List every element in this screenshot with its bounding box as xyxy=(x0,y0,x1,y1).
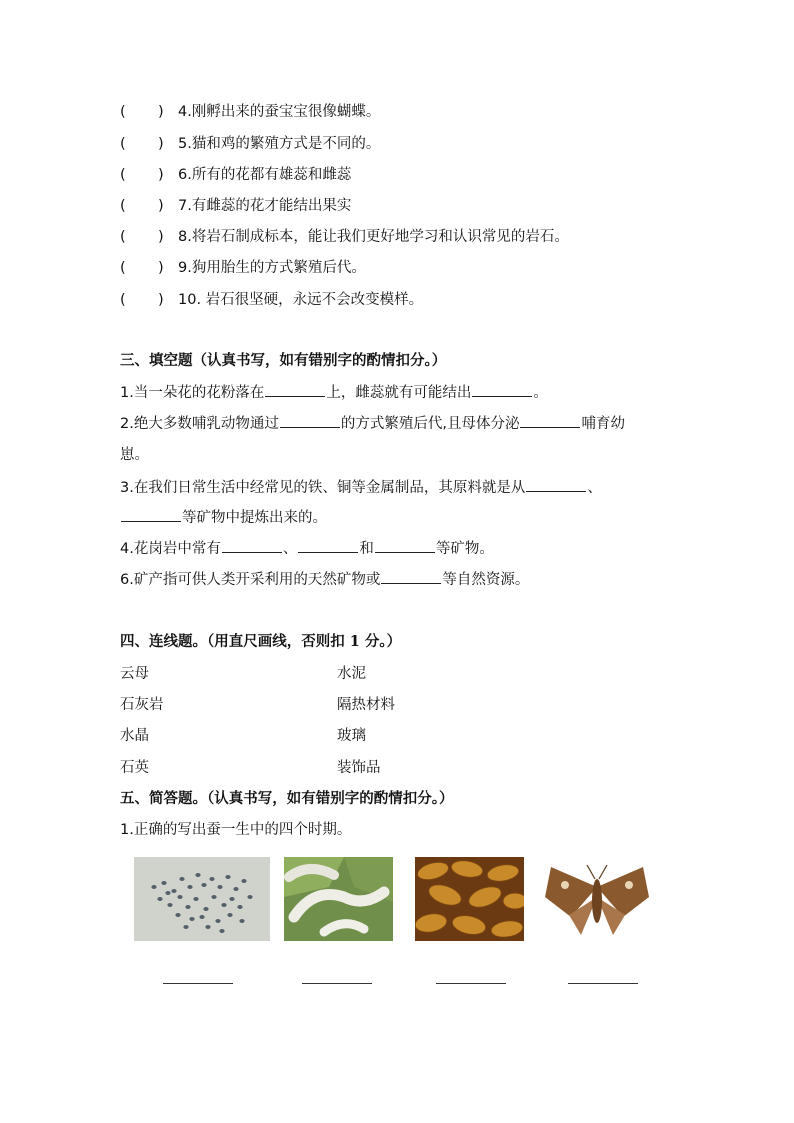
answer-blank[interactable] xyxy=(472,382,532,397)
fill-question-2-cont: 崽。 xyxy=(120,447,149,463)
match-right-item[interactable]: 隔热材料 xyxy=(337,697,395,713)
match-right-item[interactable]: 水泥 xyxy=(337,666,366,682)
answer-parentheses[interactable]: ( ) xyxy=(120,167,164,183)
answer-blank[interactable] xyxy=(375,538,435,553)
answer-blank[interactable] xyxy=(121,507,181,522)
true-false-statement: 4.刚孵出来的蚕宝宝很像蝴蝶。 xyxy=(178,104,381,120)
fill-question-3-cont: 等矿物中提炼出来的。 xyxy=(120,507,680,529)
answer-blank[interactable] xyxy=(280,413,340,428)
true-false-item xyxy=(120,164,351,186)
answer-parentheses[interactable]: ( ) xyxy=(120,260,164,276)
answer-parentheses[interactable]: ( ) xyxy=(120,104,164,120)
match-right-item[interactable]: 装饰品 xyxy=(337,760,381,776)
true-false-item xyxy=(120,257,366,279)
fill-question-1: 1.当一朵花的花粉落在 上，雌蕊就有可能结出 。 xyxy=(120,382,680,404)
silkworm-eggs-image xyxy=(134,857,270,941)
true-false-item xyxy=(120,133,380,155)
true-false-item xyxy=(120,289,423,311)
answer-blank[interactable] xyxy=(265,382,325,397)
answer-blank[interactable] xyxy=(298,538,358,553)
answer-line[interactable] xyxy=(436,983,506,984)
match-left-item[interactable]: 石英 xyxy=(120,760,149,776)
true-false-statement: 6.所有的花都有雄蕊和雌蕊 xyxy=(178,167,352,183)
true-false-item xyxy=(120,226,569,248)
fill-question-3: 3.在我们日常生活中经常见的铁、铜等金属制品，其原料就是从 、 xyxy=(120,477,680,499)
short-answer-question-1: 1.正确的写出蚕一生中的四个时期。 xyxy=(120,822,352,838)
answer-line[interactable] xyxy=(568,983,638,984)
true-false-statement: 9.狗用胎生的方式繁殖后代。 xyxy=(178,260,366,276)
answer-parentheses[interactable]: ( ) xyxy=(120,292,164,308)
silkworm-larva-image xyxy=(284,857,393,941)
match-left-item[interactable]: 石灰岩 xyxy=(120,697,164,713)
section-fill-blank-title: 三、填空题（认真书写，如有错别字的酌情扣分。） xyxy=(120,352,447,369)
answer-blank[interactable] xyxy=(381,569,441,584)
silkworm-pupa-image xyxy=(415,857,524,941)
answer-blank[interactable] xyxy=(526,477,586,492)
answer-blank[interactable] xyxy=(222,538,282,553)
match-left-item[interactable]: 云母 xyxy=(120,666,149,682)
answer-blank[interactable] xyxy=(520,413,580,428)
section-matching-title: 四、连线题。（用直尺画线，否则扣 1 分。） xyxy=(120,633,402,650)
match-left-item[interactable]: 水晶 xyxy=(120,728,149,744)
fill-question-4: 4.花岗岩中常有 、 和 等矿物。 xyxy=(120,538,680,560)
silkworm-moth-image xyxy=(541,857,653,941)
answer-parentheses[interactable]: ( ) xyxy=(120,136,164,152)
answer-parentheses[interactable]: ( ) xyxy=(120,198,164,214)
true-false-statement: 7.有雌蕊的花才能结出果实 xyxy=(178,198,352,214)
fill-question-6: 6.矿产指可供人类开采利用的天然矿物或 等自然资源。 xyxy=(120,569,680,591)
true-false-statement: 8.将岩石制成标本，能让我们更好地学习和认识常见的岩石。 xyxy=(178,229,569,245)
true-false-statement: 10. 岩石很坚硬，永远不会改变模样。 xyxy=(178,292,424,308)
true-false-statement: 5.猫和鸡的繁殖方式是不同的。 xyxy=(178,136,381,152)
answer-line[interactable] xyxy=(302,983,372,984)
match-right-item[interactable]: 玻璃 xyxy=(337,728,366,744)
fill-question-2: 2.绝大多数哺乳动物通过 的方式繁殖后代,且母体分泌 哺育幼 xyxy=(120,413,680,435)
answer-parentheses[interactable]: ( ) xyxy=(120,229,164,245)
true-false-item xyxy=(120,195,351,217)
answer-line[interactable] xyxy=(163,983,233,984)
section-short-answer-title: 五、简答题。（认真书写，如有错别字的酌情扣分。） xyxy=(120,790,454,807)
true-false-item xyxy=(120,101,380,123)
